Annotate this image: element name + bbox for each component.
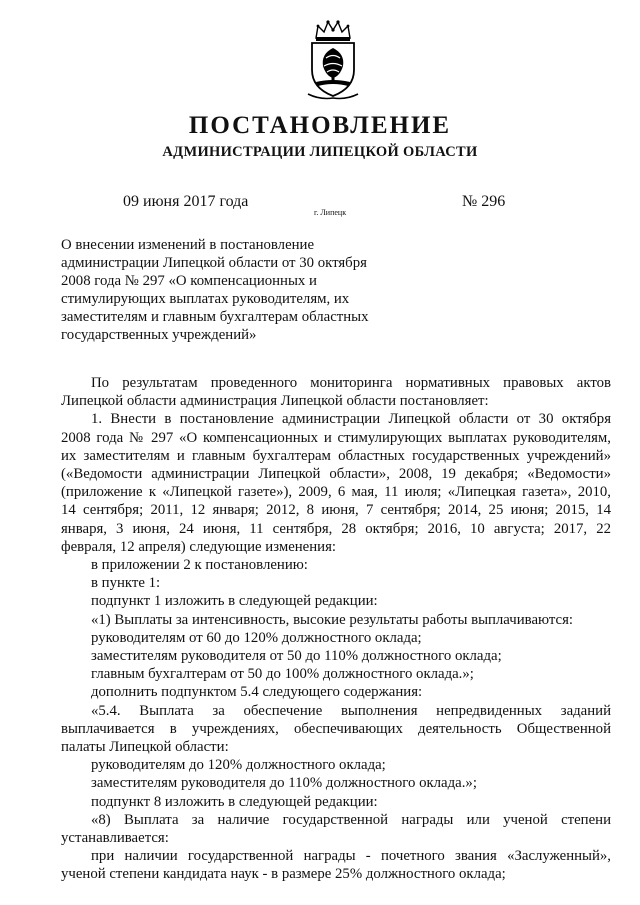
body-line: 14 сентября; 2011, 12 января; 2012, 8 июня, 7 сентября; 2014, 25 июня; 2015, 14 bbox=[61, 502, 611, 519]
subject-line: заместителям и главным бухгалтерам областных bbox=[61, 309, 369, 325]
body-line: палаты Липецкой области: bbox=[61, 739, 229, 756]
body-line: в приложении 2 к постановлению: bbox=[91, 557, 308, 574]
body-line: («Ведомости администрации Липецкой области», 2008, 19 декабря; «Ведомости» bbox=[61, 466, 611, 483]
body-line: подпункт 8 изложить в следующей редакции: bbox=[91, 793, 378, 810]
subject-line: государственных учреждений» bbox=[61, 327, 257, 343]
document-number: № 296 bbox=[462, 193, 506, 210]
subject-line: стимулирующих выплатах руководителям, их bbox=[61, 291, 350, 307]
body-line: в пункте 1: bbox=[91, 575, 161, 592]
subject-line: администрации Липецкой области от 30 октября bbox=[61, 255, 367, 271]
body-line: руководителям до 120% должностного оклада; bbox=[91, 757, 386, 774]
body-line: По результатам проведенного мониторинга нормативных правовых актов bbox=[91, 375, 611, 391]
body-line: января, 3 июня, 24 июня, 11 сентября, 28 октября; 2016, 10 августа; 2017, 22 bbox=[61, 520, 611, 537]
body-line: их заместителям и главным бухгалтерам областных государственных учреждений» bbox=[61, 447, 611, 464]
issuer-subtitle: АДМИНИСТРАЦИИ ЛИПЕЦКОЙ ОБЛАСТИ bbox=[162, 144, 478, 160]
body-line: выплачивается в учреждениях, обеспечивающих деятельность Общественной bbox=[61, 720, 611, 737]
body-line: 1. Внести в постановление администрации Липецкой области от 30 октября bbox=[91, 411, 611, 428]
body-line: дополнить подпунктом 5.4 следующего содержания: bbox=[91, 684, 423, 701]
body-line: заместителям руководителя от 50 до 110% должностного оклада; bbox=[91, 648, 502, 665]
body-line: ученой степени кандидата наук - в размере 25% должностного оклада; bbox=[61, 866, 506, 883]
document-body bbox=[61, 374, 611, 884]
document-city: г. Липецк bbox=[314, 208, 347, 217]
body-line: 2008 года № 297 «О компенсационных и стимулирующих выплатах руководителям, bbox=[61, 429, 611, 446]
subject-line: 2008 года № 297 «О компенсационных и bbox=[61, 273, 317, 289]
body-line: заместителям руководителя до 110% должностного оклада.»; bbox=[91, 775, 477, 792]
body-line: «5.4. Выплата за обеспечение выполнения непредвиденных заданий bbox=[91, 702, 611, 719]
body-line: «8) Выплата за наличие государственной награды или ученой степени bbox=[91, 811, 611, 828]
body-line: «1) Выплаты за интенсивность, высокие результаты работы выплачиваются: bbox=[91, 611, 573, 628]
document-date: 09 июня 2017 года bbox=[123, 193, 249, 210]
body-line: устанавливается: bbox=[61, 830, 169, 847]
subject-line: О внесении изменений в постановление bbox=[61, 237, 315, 253]
page-title: ПОСТАНОВЛЕНИЕ bbox=[188, 112, 452, 139]
coat-of-arms-emblem bbox=[302, 18, 364, 100]
body-line: подпункт 1 изложить в следующей редакции: bbox=[91, 593, 378, 610]
body-line: руководителям от 60 до 120% должностного оклада; bbox=[91, 629, 422, 646]
body-line: (приложение к «Липецкой газете»), 2009, 6 мая, 11 июля; «Липецкая газета», 2010, bbox=[61, 484, 611, 501]
document-subject bbox=[61, 236, 391, 344]
coat-of-arms-icon bbox=[302, 18, 364, 100]
body-line: Липецкой области администрация Липецкой области постановляет: bbox=[61, 393, 489, 410]
body-line: главным бухгалтерам от 50 до 100% должностного оклада.»; bbox=[91, 666, 474, 683]
body-line: февраля, 12 апреля) следующие изменения: bbox=[61, 538, 337, 555]
body-line: при наличии государственной награды - почетного звания «Заслуженный», bbox=[91, 848, 611, 865]
